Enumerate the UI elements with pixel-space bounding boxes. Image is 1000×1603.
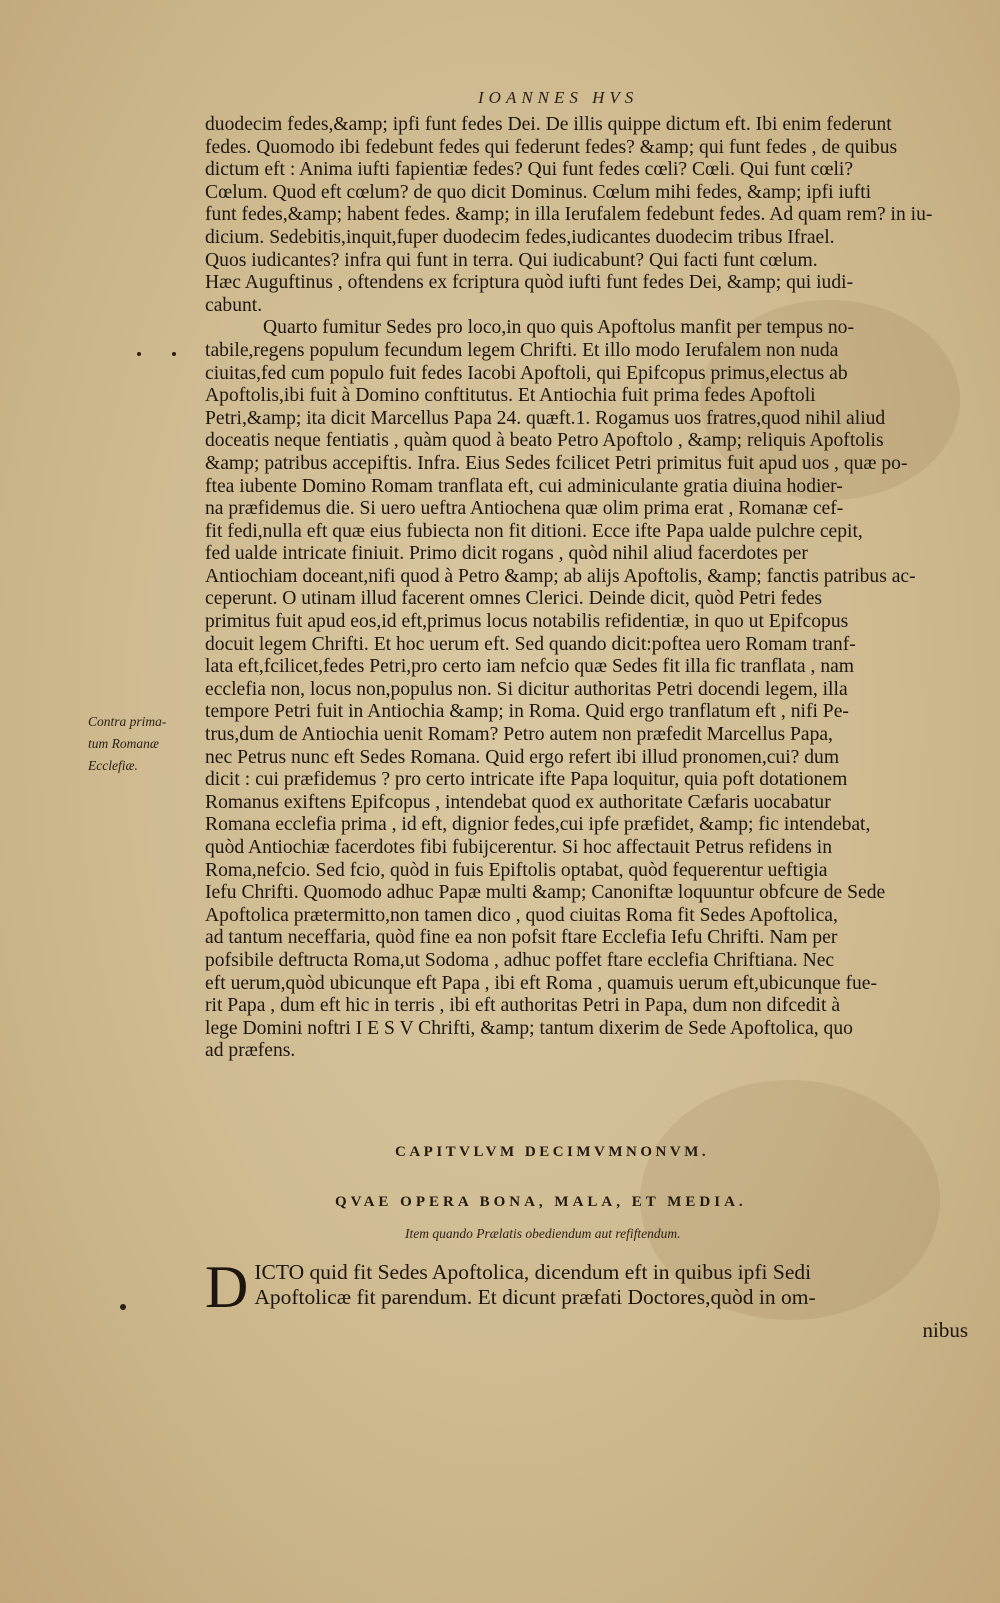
text-line: doceatis neque fentiatis , quàm quod à beato Petro Apoftolo , &amp; reliquis Apoftolis bbox=[205, 430, 884, 452]
text-line: ftea iubente Domino Romam tranflata eft, cui adminiculante gratia diuina hodier- bbox=[205, 475, 843, 497]
drop-cap: D bbox=[205, 1254, 249, 1320]
text-line: Apoftolica prætermitto,non tamen dico , quod ciuitas Roma fit Sedes Apoftolica, bbox=[205, 904, 838, 926]
text-line: Hæc Auguftinus , oftendens ex fcriptura quòd iufti funt fedes Dei, &amp; qui iudi- bbox=[205, 272, 854, 294]
text-line: primitus fuit apud eos,id eft,primus locus notabilis refidentiæ, in quo ut Epifcopus bbox=[205, 611, 849, 633]
text-line: Romana ecclefia prima , id eft, dignior fedes,cui ipfe præfidet, &amp; fic intendebat, bbox=[205, 814, 871, 836]
text-line: ecclefia non, locus non,populus non. Si dicitur authoritas Petri docendi legem, illa bbox=[205, 678, 848, 700]
chapter-note: Item quando Prælatis obediendum aut refiftendum. bbox=[405, 1226, 681, 1241]
text-line: pofsibile deftructa Roma,ut Sodoma , adhuc poffet ftare ecclefia Chriftiana. Nec bbox=[205, 949, 835, 971]
text-line: ceperunt. O utinam illud facerent omnes Clerici. Deinde dicit, quòd Petri fedes bbox=[205, 588, 823, 610]
text-line: Apoftolis,ibi fuit à Domino conftitutus. Et Antiochia fuit prima fedes Apoftoli bbox=[205, 385, 816, 407]
text-line: dicit : cui præfidemus ? pro certo intricate ifte Papa loquitur, quia poft dotationem bbox=[205, 769, 848, 791]
text-line: eft uerum,quòd ubicunque eft Papa , ibi eft Roma , quamuis uerum eft,ubicunque fue- bbox=[205, 972, 877, 994]
text-line: fed ualde intricate finiuit. Primo dicit rogans , quòd nihil aliud facerdotes per bbox=[205, 543, 808, 565]
running-head: IOANNES HVS bbox=[478, 88, 639, 107]
text-line: ICTO quid fit Sedes Apoftolica, dicendum eft in quibus ipfi Sedi bbox=[254, 1260, 812, 1284]
ink-speck bbox=[120, 1304, 126, 1310]
text-line: dictum eft : Anima iufti fapientiæ fedes? Qui funt fedes cœli? Cœli. Qui funt cœli? bbox=[205, 159, 854, 181]
text-line: duodecim fedes,&amp; ipfi funt fedes Dei. De illis quippe dictum eft. Ibi enim federunt bbox=[205, 114, 892, 135]
text-line: funt fedes,&amp; habent fedes. &amp; in illa Ierufalem fedebunt fedes. Ad quam rem? in iu- bbox=[205, 204, 933, 226]
text-line: Iefu Chrifti. Quomodo adhuc Papæ multi &amp; Canoniftæ loquuntur obfcure de Sede bbox=[205, 882, 886, 904]
text-line: ciuitas,fed cum populo fuit fedes Iacobi Apoftoli, qui Epifcopus primus,electus ab bbox=[205, 362, 848, 384]
text-line: fedes. Quomodo ibi fedebunt fedes qui federunt fedes? &amp; qui funt fedes , de quibus bbox=[205, 136, 898, 158]
margin-note-line: Contra prima- bbox=[88, 714, 167, 729]
text-line: nec Petrus nunc eft Sedes Romana. Quid ergo refert ibi illud pronomen,cui? dum bbox=[205, 746, 840, 768]
chapter-title: CAPITVLVM DECIMVMNONVM. bbox=[395, 1144, 710, 1160]
text-line bbox=[205, 1063, 975, 1086]
text-line: tempore Petri fuit in Antiochia &amp; in Roma. Quid ergo tranflatum eft , nifi Pe- bbox=[205, 701, 849, 723]
text-line: fit fedi,nulla eft quæ eius fubiecta non fit ditioni. Ecce ifte Papa ualde pulchre cepit, bbox=[205, 520, 863, 542]
text-line: rit Papa , dum eft hic in terris , ibi eft authoritas Petri in Papa, dum non difcedit à bbox=[205, 995, 841, 1017]
text-line: trus,dum de Antiochia uenit Romam? Petro autem non præfedit Marcellus Papa, bbox=[205, 724, 833, 746]
text-line: Quarto fumitur Sedes pro loco,in quo quis Apoftolus manfit per tempus no- bbox=[263, 317, 854, 339]
ink-speck bbox=[137, 352, 141, 356]
text-line: Cœlum. Quod eft cœlum? de quo dicit Dominus. Cœlum mihi fedes, &amp; ipfi iufti bbox=[205, 181, 872, 203]
chapter-opening bbox=[205, 1254, 980, 1320]
main-text-block bbox=[205, 114, 975, 1086]
text-line: Quos iudicantes? infra qui funt in terra. Qui iudicabunt? Qui facti funt cœlum. bbox=[205, 249, 818, 271]
text-line: Petri,&amp; ita dicit Marcellus Papa 24. quæft.1. Rogamus uos fratres,quod nihil aliud bbox=[205, 407, 886, 429]
margin-note bbox=[88, 711, 188, 777]
text-line: &amp; patribus accepiftis. Infra. Eius Sedes fcilicet Petri primitus fuit apud uos , quæ po- bbox=[205, 452, 908, 474]
text-line: Apoftolicæ fit parendum. Et dicunt præfati Doctores,quòd in om- bbox=[254, 1285, 816, 1309]
text-line: dicium. Sedebitis,inquit,fuper duodecim fedes,iudicantes duodecim tribus Ifrael. bbox=[205, 226, 835, 248]
text-line: cabunt. bbox=[205, 294, 263, 316]
text-line: Antiochiam doceant,nifi quod à Petro &amp; ab alijs Apoftolis, &amp; fanctis patribus ac- bbox=[205, 565, 916, 587]
text-line: quòd Antiochiæ facerdotes fibi fubijcerentur. Si hoc affectauit Petrus refidens in bbox=[205, 837, 833, 858]
text-line: ad tantum neceffaria, quòd fine ea non pofsit ftare Ecclefia Iefu Chrifti. Nam per bbox=[205, 927, 838, 949]
margin-note-line: tum Romanæ bbox=[88, 736, 159, 751]
margin-note-line: Ecclefiæ. bbox=[88, 758, 138, 773]
chapter-subtitle: QVAE OPERA BONA, MALA, ET MEDIA. bbox=[335, 1194, 747, 1210]
ink-speck bbox=[172, 352, 176, 356]
text-line: docuit legem Chrifti. Et hoc uerum eft. Sed quando dicit:poftea uero Romam tranf- bbox=[205, 633, 856, 655]
text-line: Roma,nefcio. Sed fcio, quòd in fuis Epiftolis optabat, quòd fequerentur ueftigia bbox=[205, 859, 828, 881]
text-line: na præfidemus die. Si uero ueftra Antiochena quæ olim prima erat , Romanæ cef- bbox=[205, 498, 844, 520]
text-line: lata eft,fcilicet,fedes Petri,pro certo iam nefcio quæ Sedes fit illa fic tranflata , nam bbox=[205, 656, 855, 678]
catchword: nibus bbox=[922, 1318, 968, 1342]
text-line: tabile,regens populum fecundum legem Chrifti. Et illo modo Ierufalem non nuda bbox=[205, 339, 839, 361]
text-line: lege Domini noftri I E S V Chrifti, &amp; tantum dixerim de Sede Apoftolica, quo bbox=[205, 1017, 853, 1039]
text-line: ad præfens. bbox=[205, 1040, 296, 1062]
text-line: Romanus exiftens Epifcopus , intendebat quod ex authoritate Cæfaris uocabatur bbox=[205, 791, 831, 813]
